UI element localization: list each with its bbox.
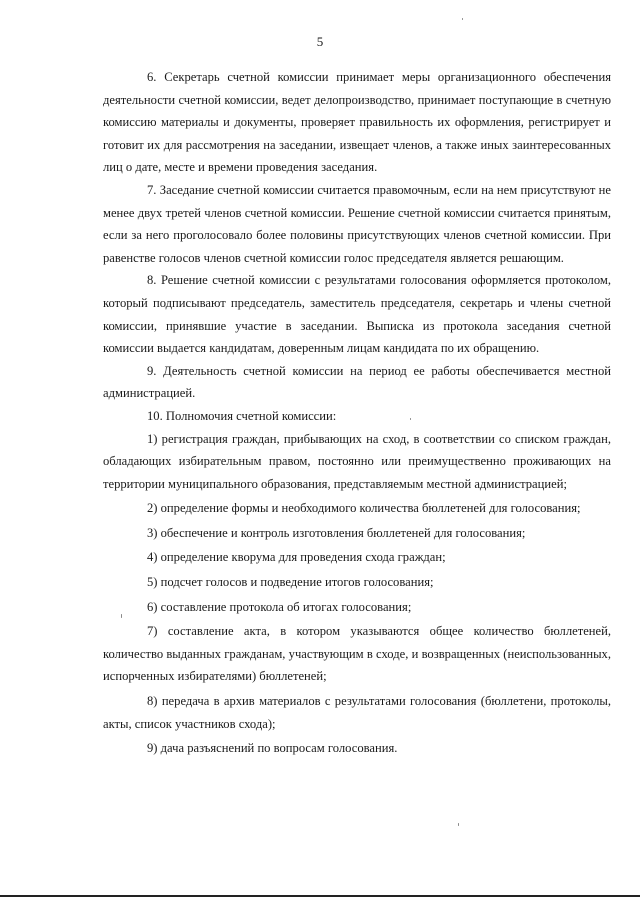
- list-item-1: 1) регистрация граждан, прибывающих на сход, в соответствии со списком граждан, обладающих избирательным правом, постоянно или преимущественно проживающих на территории муниципального образования, представляемым местной администрацией;: [103, 431, 611, 491]
- document-body: [103, 66, 611, 762]
- list-item-8: 8) передача в архив материалов с результатами голосования (бюллетени, протоколы, акты, список участников схода);: [103, 694, 611, 731]
- list-item-9: 9) дача разъяснений по вопросам голосования.: [147, 741, 398, 756]
- list-item-5: 5) подсчет голосов и подведение итогов голосования;: [147, 575, 434, 590]
- paragraph-10-powers-heading: 10. Полномочия счетной комиссии:: [147, 408, 337, 423]
- paragraph-8-decision: 8. Решение счетной комиссии с результатами голосования оформляется протоколом, который подписывают председатель, заместитель председателя, секретарь и члены счетной комиссии, принявшие участие в заседании. Выписка из протокола заседания счетной комиссии выдается кандидатам, доверенным лицам кандидата по их обращению.: [103, 273, 611, 356]
- list-item-6: 6) составление протокола об итогах голосования;: [147, 599, 412, 614]
- scan-speck: [121, 614, 122, 618]
- paragraph-7-quorum: 7. Заседание счетной комиссии считается правомочным, если на нем присутствуют не менее двух третей членов счетной комиссии. Решение счетной комиссии считается принятым, если за него проголосовало более половины присутствующих членов счетной комиссии. При равенстве голосов членов счетной комиссии голос председателя является решающим.: [103, 182, 611, 265]
- paragraph-6-secretary: 6. Секретарь счетной комиссии принимает меры организационного обеспечения деятельности счетной комиссии, ведет делопроизводство, принимает поступающие в счетную комиссию материалы и документы, проверяет правильность их оформления, регистрирует и готовит их для рассмотрения на заседании, извещает членов, а также иных заинтересованных лиц о дате, месте и времени проведения заседания.: [103, 70, 611, 175]
- scan-speck: [410, 418, 411, 420]
- scan-speck: [462, 18, 463, 20]
- list-item-2: 2) определение формы и необходимого количества бюллетеней для голосования;: [147, 501, 581, 516]
- list-item-4: 4) определение кворума для проведения схода граждан;: [147, 550, 446, 565]
- paragraph-9-administration: 9. Деятельность счетной комиссии на период ее работы обеспечивается местной администрацией.: [103, 363, 611, 401]
- list-item-3: 3) обеспечение и контроль изготовления бюллетеней для голосования;: [147, 525, 526, 540]
- scan-speck: [458, 823, 459, 826]
- list-item-7: 7) составление акта, в котором указываются общее количество бюллетеней, количество выданных гражданам, участвующим в сходе, и возвращенных (неиспользованных, испорченных избирателями) бюллетеней;: [103, 624, 611, 684]
- page-number: 5: [316, 34, 324, 49]
- bottom-scan-edge: [0, 895, 640, 897]
